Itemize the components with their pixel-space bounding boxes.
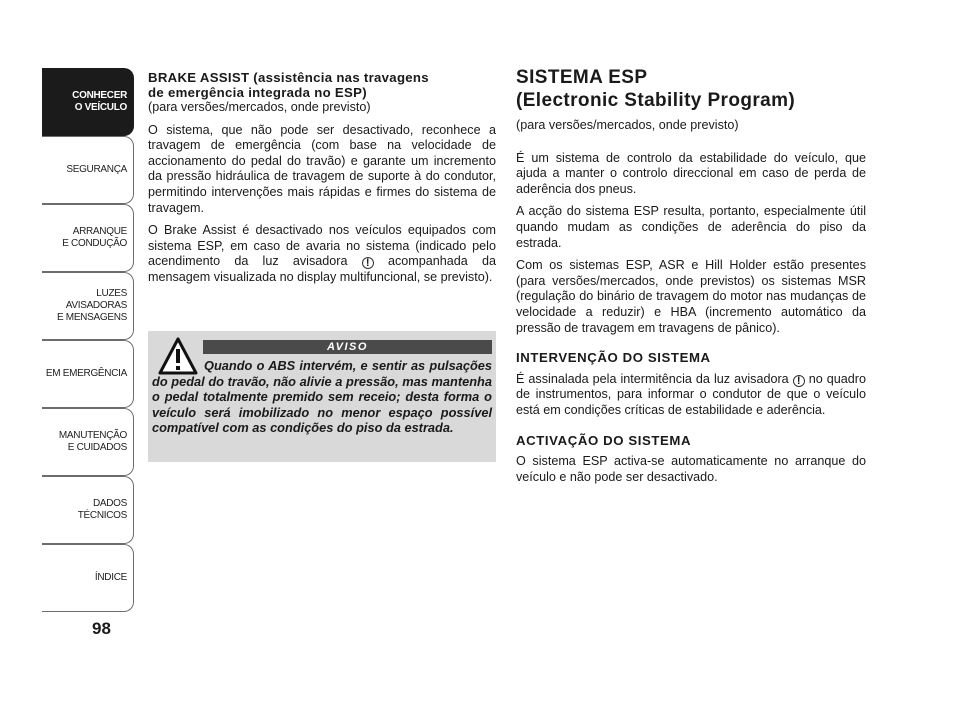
warning-label: AVISO bbox=[203, 340, 492, 354]
brake-assist-heading-line2: de emergência integrada no ESP) bbox=[148, 85, 367, 100]
esp-paragraph-3: Com os sistemas ESP, ASR e Hill Holder estão presentes (para versões/mercados, onde previstos) os sistemas MSR (regulação do binário de travagem do motor nas mudanças de velocidade a reduzir) e HBA (incremento automático da pressão de travagem em travagens de pânico). bbox=[516, 258, 866, 335]
esp-paragraph-4: É assinalada pela intermitência da luz avisadora ! no quadro de instrumentos, para informar o condutor de que o veículo está em condições críticas de estabilidade e aderência. bbox=[516, 371, 866, 417]
brake-assist-paragraph-2: O Brake Assist é desactivado nos veículos equipados com sistema ESP, em caso de avaria no sistema (indicado pelo acendimento da luz avisadora ! acompanhada da mensagem visualizada no display multifuncional, se previsto). bbox=[148, 223, 497, 284]
esp-paragraph-5: O sistema ESP activa-se automaticamente no arranque do veículo e não pode ser desactivado. bbox=[516, 454, 866, 484]
esp-section bbox=[516, 66, 866, 492]
tab-indice[interactable]: ÍNDICE bbox=[42, 544, 134, 612]
tab-conhecer-o-veiculo[interactable]: CONHECER O VEÍCULO bbox=[42, 68, 134, 136]
brake-assist-heading-line1: BRAKE ASSIST (assistência nas travagens bbox=[148, 70, 429, 85]
tab-em-emergencia[interactable]: EM EMERGÊNCIA bbox=[42, 340, 134, 408]
tab-manutencao-e-cuidados[interactable]: MANUTENÇÃO E CUIDADOS bbox=[42, 408, 134, 476]
esp-warning-light-icon: ! bbox=[362, 257, 374, 269]
esp-warning-light-icon: ! bbox=[793, 375, 805, 387]
esp-title-line2: (Electronic Stability Program) bbox=[516, 90, 796, 111]
brake-assist-paragraph-1: O sistema, que não pode ser desactivado, reconhece a travagem de emergência (com base na velocidade de accionamento do pedal do travão) e garante um incremento da pressão hidráulica de travagem de suporte à do condutor, permitindo intervenções mais rápidas e firmes do sistema de travagem. bbox=[148, 122, 496, 215]
esp-title-line1: SISTEMA ESP bbox=[516, 67, 648, 88]
tab-arranque-e-conducao[interactable]: ARRANQUE E CONDUÇÃO bbox=[42, 204, 134, 272]
page-number: 98 bbox=[92, 619, 111, 638]
tab-seguranca[interactable]: SEGURANÇA bbox=[42, 136, 134, 204]
brake-assist-note: (para versões/mercados, onde previsto) bbox=[148, 100, 371, 114]
warning-text: Quando o ABS intervém, e sentir as pulsações do pedal do travão, não alivie a pressão, mas mantenha o pedal totalmente premido sem receio; desta forma o veículo será imobilizado no menor espaço possível compatível com as condições do piso da estrada. bbox=[152, 358, 492, 435]
tab-dados-tecnicos[interactable]: DADOS TÉCNICOS bbox=[42, 476, 134, 544]
section-heading-activacao: ACTIVAÇÃO DO SISTEMA bbox=[516, 432, 692, 448]
esp-paragraph-2: A acção do sistema ESP resulta, portanto, especialmente útil quando mudam as condições de aderência do piso da estrada. bbox=[516, 204, 866, 250]
tab-luzes-avisadoras[interactable]: LUZES AVISADORAS E MENSAGENS bbox=[42, 272, 134, 340]
esp-paragraph-1: É um sistema de controlo da estabilidade do veículo, que ajuda a manter o controlo direccional em caso de perda de aderência dos pneus. bbox=[516, 150, 866, 196]
esp-note: (para versões/mercados, onde previsto) bbox=[516, 118, 739, 132]
brake-assist-section bbox=[148, 70, 496, 293]
section-heading-intervencao: INTERVENÇÃO DO SISTEMA bbox=[516, 350, 711, 366]
